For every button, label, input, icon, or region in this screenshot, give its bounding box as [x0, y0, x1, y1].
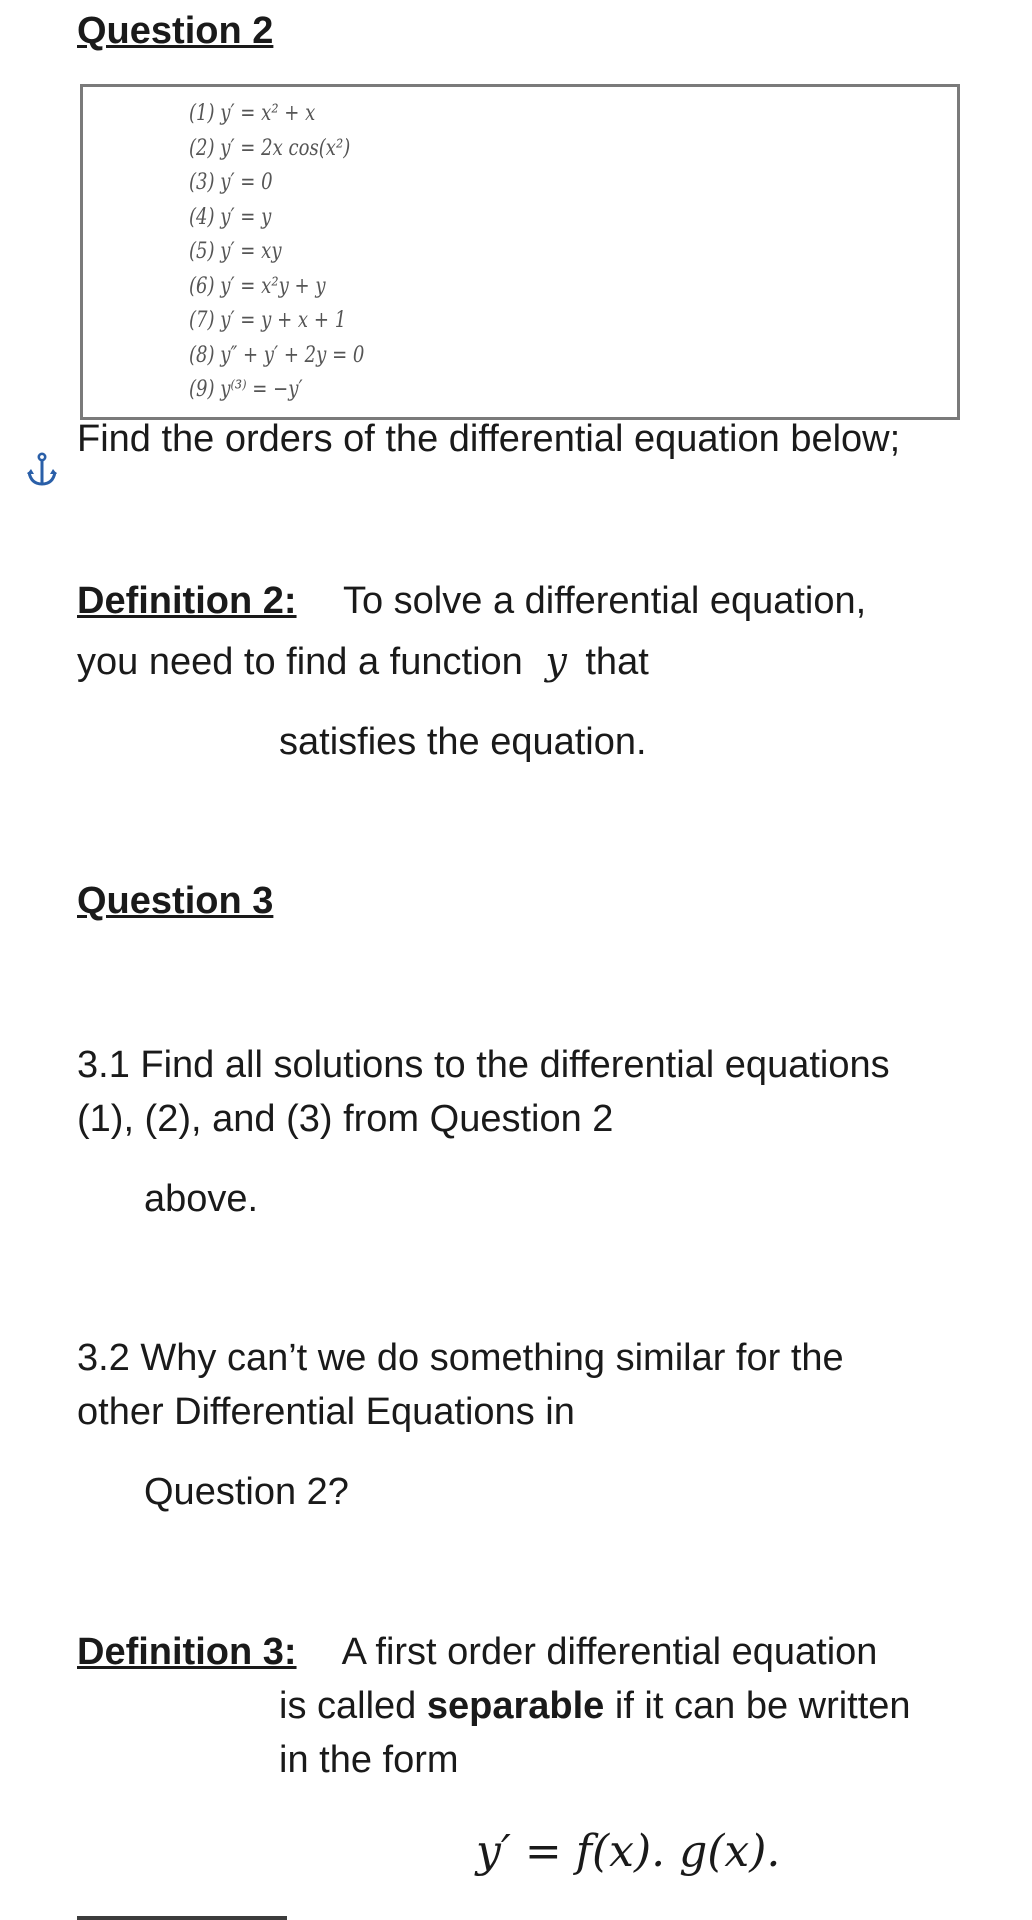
- definition-3-line-1: [77, 1625, 877, 1679]
- equation-item: (2) y′ = 2x cos(x²): [189, 135, 351, 161]
- definition-3-text: A first order differential equation: [341, 1631, 878, 1673]
- definition-3-text: is called: [279, 1685, 417, 1727]
- definition-2-line-2: [77, 634, 649, 689]
- definition-2-text: you need to find a function: [77, 641, 523, 683]
- equation-item: (5) y′ = xy: [189, 239, 282, 264]
- equation-item: (6) y′ = x²y + y: [189, 273, 326, 299]
- equation-list: [189, 97, 403, 408]
- anchor-icon[interactable]: [26, 452, 58, 488]
- question-3-heading: Question 3: [77, 880, 274, 922]
- equation-item: (3) y′ = 0: [189, 170, 273, 195]
- definition-2-text: To solve a differential equation,: [342, 580, 867, 622]
- question-2-instruction: Find the orders of the differential equation below;: [77, 418, 901, 460]
- definition-3-text: if it can be written: [614, 1685, 911, 1727]
- question-3-2-line-2: other Differential Equations in: [77, 1391, 575, 1433]
- question-3-2-line-3: Question 2?: [144, 1471, 349, 1513]
- definition-2-label: Definition 2:: [77, 580, 297, 622]
- question-3-1-line-2: (1), (2), and (3) from Question 2: [77, 1098, 614, 1140]
- definition-3-line-2: [279, 1679, 911, 1733]
- equation-item: (7) y′ = y + x + 1: [189, 308, 347, 333]
- cut-off-heading: [77, 1910, 317, 1920]
- definition-3-line-3: in the form: [279, 1739, 459, 1781]
- definition-3-label: Definition 3:: [77, 1631, 297, 1673]
- separable-formula: y′ = f(x). g(x).: [476, 1826, 781, 1877]
- equation-item: (4) y′ = y: [189, 204, 272, 230]
- equations-box: [80, 84, 960, 420]
- definition-2-text: that: [585, 641, 649, 683]
- variable-y: y: [545, 639, 567, 683]
- question-3-2-line-1: 3.2 Why can’t we do something similar for the: [77, 1337, 844, 1379]
- equation-item: (1) y′ = x² + x: [189, 101, 316, 126]
- cut-off-heading-fragment: [77, 1916, 287, 1920]
- definition-2-line-1: [77, 574, 866, 628]
- question-3-1-line-3: above.: [144, 1178, 259, 1220]
- separable-term: separable: [426, 1685, 605, 1727]
- question-2-heading: Question 2: [77, 10, 274, 52]
- definition-2-line-3: satisfies the equation.: [279, 721, 647, 763]
- equation-item: (8) y″ + y′ + 2y = 0: [189, 342, 365, 368]
- equation-item: (9) y⁽³⁾ = −y′: [189, 377, 303, 402]
- question-3-1-line-1: 3.1 Find all solutions to the differential equations: [77, 1044, 890, 1086]
